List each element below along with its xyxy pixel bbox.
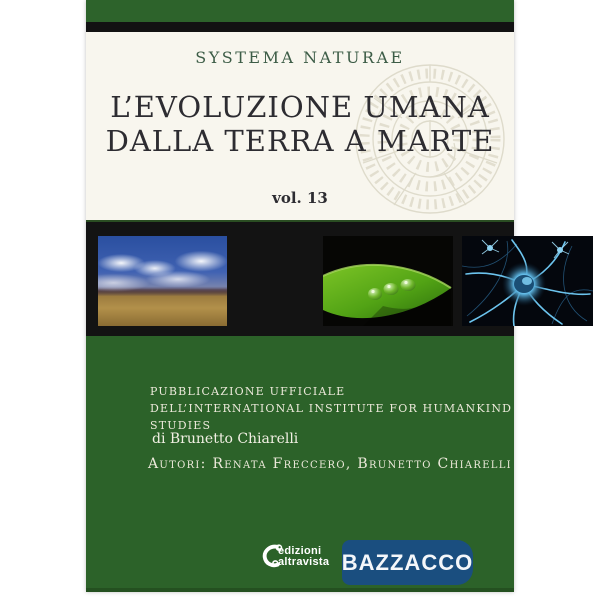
neuron-graphic — [462, 236, 593, 326]
series-title: SYSTEMA NATURAE — [195, 48, 405, 67]
book-cover — [86, 0, 514, 592]
publication-line2: DELL’INTERNATIONAL INSTITUTE FOR HUMANKIND STUDIES — [150, 402, 513, 432]
photo-strip — [86, 220, 514, 336]
authors-credit: Autori: Renata Freccero, Brunetto Chiarelli — [148, 456, 512, 472]
editor-credit: di Brunetto Chiarelli — [152, 431, 299, 447]
desert-landscape-photo — [98, 236, 227, 326]
seller-badge — [342, 540, 473, 585]
publisher-name-line2: altravista — [278, 556, 330, 568]
publisher-name — [278, 546, 329, 568]
title-panel — [86, 32, 514, 220]
publication-line1: PUBBLICAZIONE UFFICIALE — [150, 385, 346, 398]
volume-number: vol. 13 — [272, 189, 328, 207]
book-title — [86, 90, 514, 158]
neuron-photo — [462, 236, 593, 326]
cover-bottom-edge — [86, 588, 514, 592]
book-title-line2: DALLA TERRA A MARTE — [105, 124, 495, 158]
leaf-graphic — [323, 236, 453, 326]
cover-lower-panel — [86, 336, 514, 592]
publication-note — [150, 383, 514, 434]
leaf-water-drops-photo — [323, 236, 453, 326]
top-black-bar — [86, 22, 514, 32]
publisher-logo — [262, 542, 342, 574]
publisher-name-line1: edizioni — [278, 545, 322, 557]
book-title-line1: L’EVOLUZIONE UMANA — [110, 90, 490, 124]
top-green-bar — [86, 0, 514, 22]
seller-badge-label: BAZZACCO — [341, 549, 474, 575]
